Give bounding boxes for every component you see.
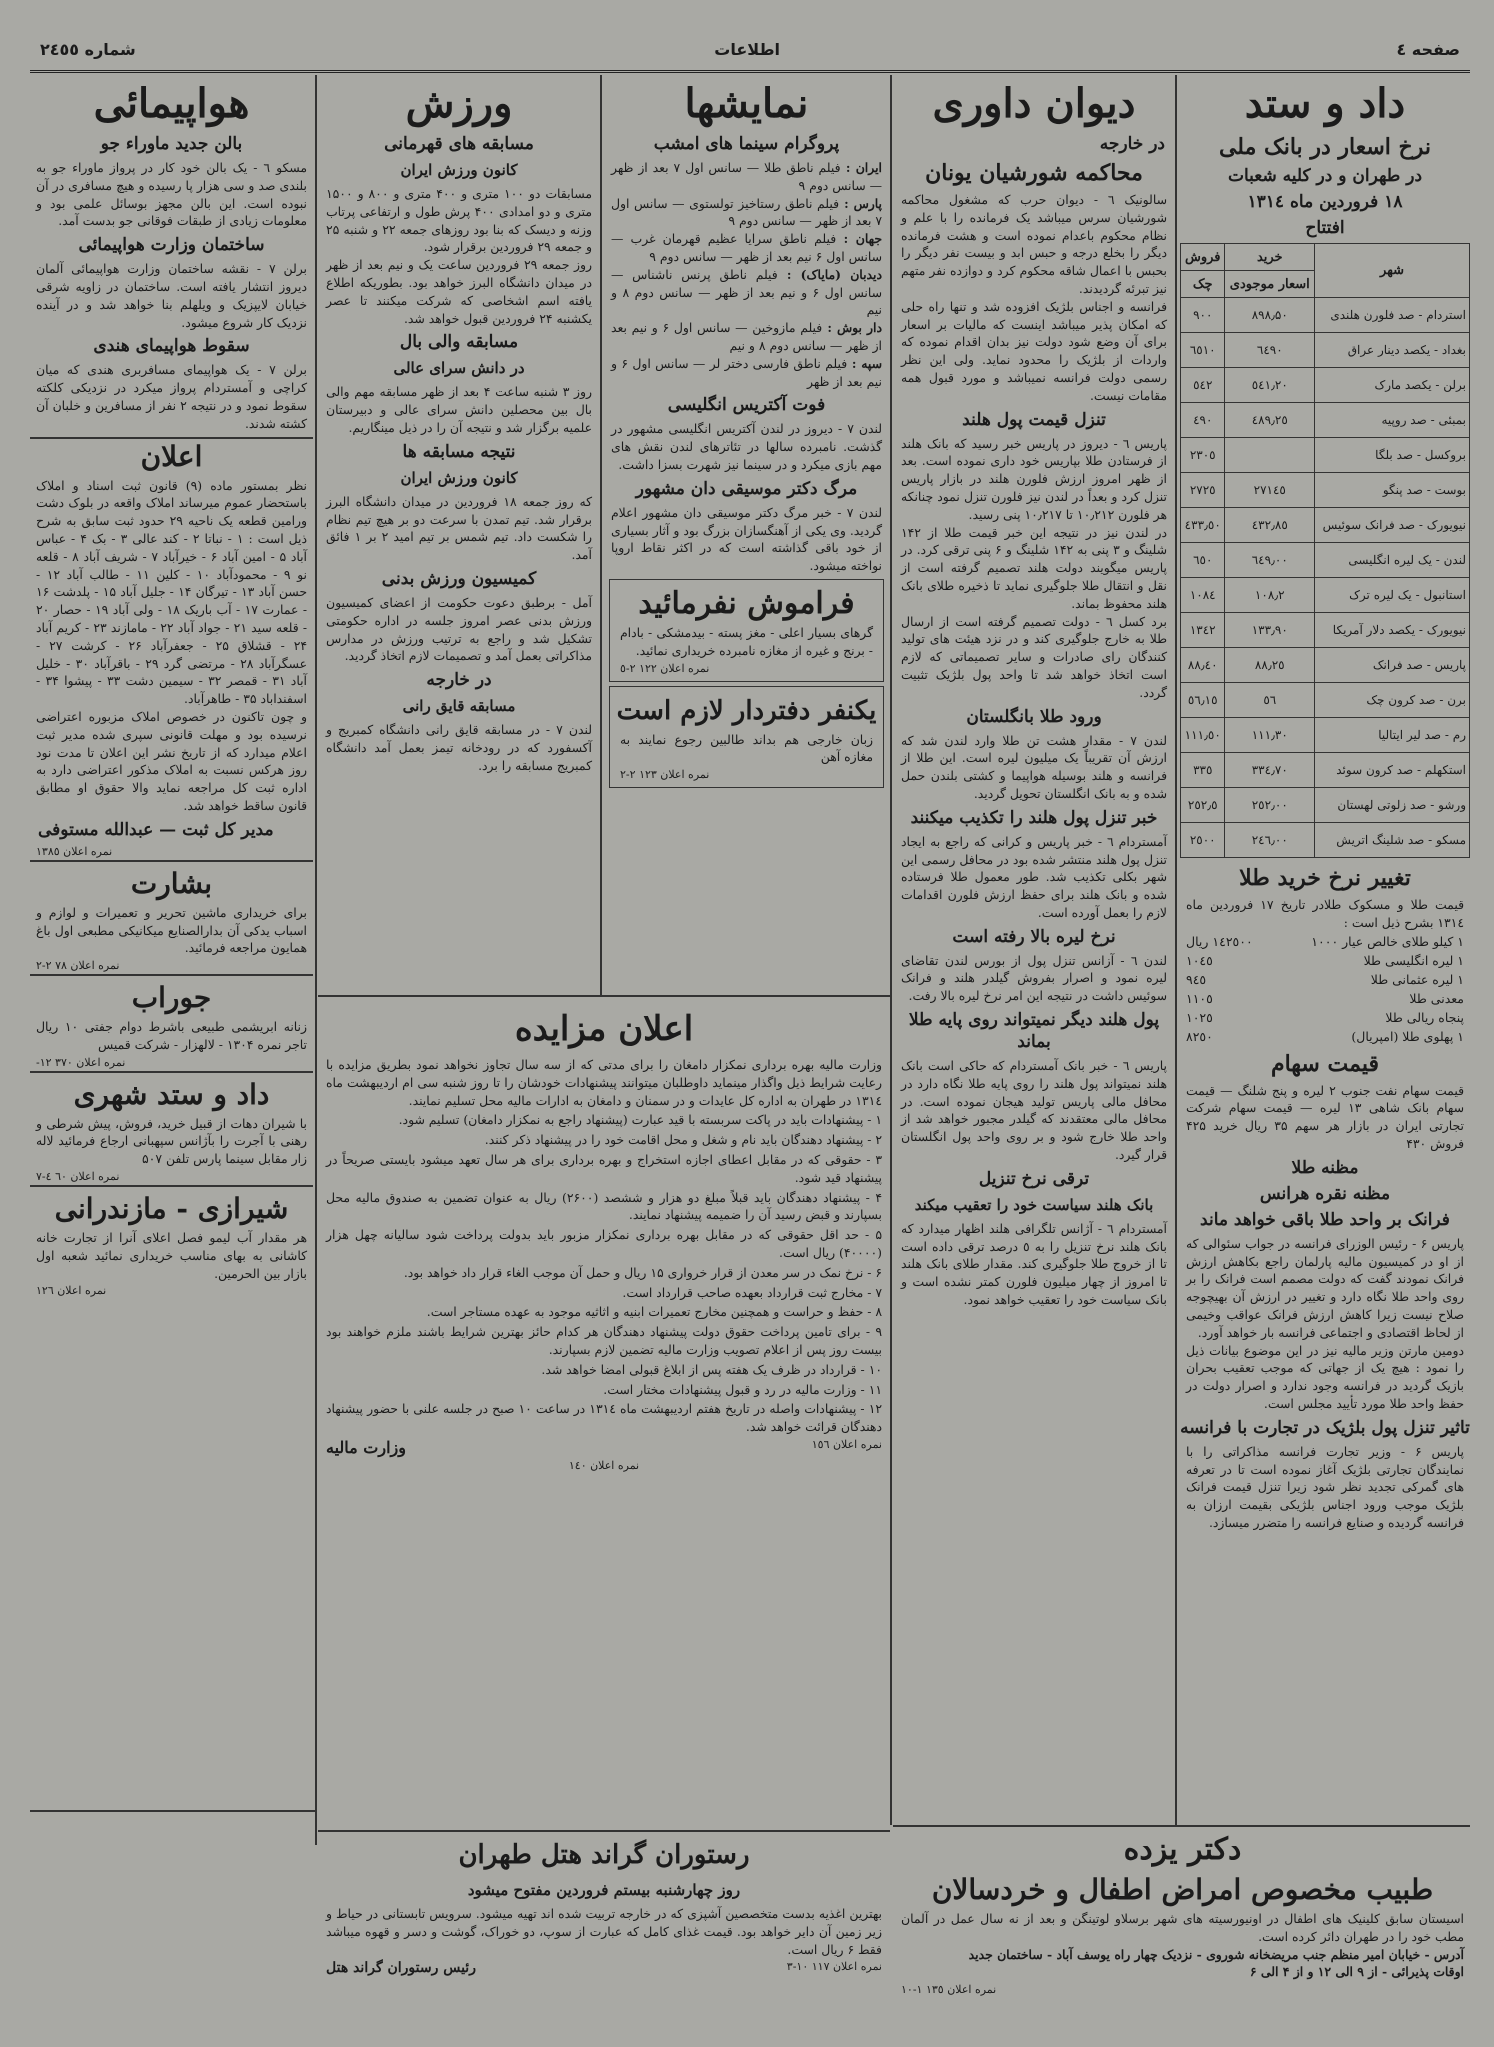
rate-row	[1181, 438, 1470, 473]
cinema-program: فیلم ناطق فارسی دختر لر — سانس اول ۶ و نیم بعد از ظهر	[611, 355, 882, 389]
th-buy: خرید	[1225, 244, 1315, 271]
ad-title: فراموش نفرمائید	[638, 585, 855, 621]
rate-row	[1181, 368, 1470, 403]
th-city: شهر	[1315, 244, 1470, 298]
abroad-heading: در خارجه	[426, 670, 492, 691]
ad-title: جوراب	[131, 981, 212, 1015]
auction-footer	[326, 1438, 882, 1457]
section-title: دیوان داوری	[932, 80, 1136, 127]
gold-row	[1186, 1008, 1464, 1027]
franc-text-2: دومین مارتن وزیر مالیه نیز در این موضوع بیانات ذیل را نمود : هیچ یک از جهاتی که موجب تعقیب بحران بازیک گردید در فرانسه وجود ندارد و اصرار دولت در حفظ واحد طلا مورد تأیید مجلس است.	[1186, 1342, 1464, 1411]
cinema-program: فیلم مازوخین — سانس اول ۶ و نیم بعد از ظهر — سانس دوم ۸ و نیم	[611, 320, 882, 353]
rate-city: پاریس - صد فرانک	[1315, 648, 1470, 683]
results-text: که روز جمعه ۱۸ فروردین در میدان دانشگاه البرز برقرار شد. تیم تمدن با سرعت دو بر هیچ تیم نظام را شکست داد. تیم شمس بر تیم امید ۲ بر ۱ فائق آمد.	[326, 493, 592, 563]
rate-city: نیویورک - یکصد دلار آمریکا	[1315, 613, 1470, 648]
results-heading: نتیجه مسابقه ها	[402, 441, 516, 462]
gold-rows	[1186, 932, 1464, 1046]
crash-text: برلن ۷ - یک هواپیمای مسافربری هندی که میان کراچی و آمستردام پرواز میکرد در نزدیکی کلکته سقوط نمود و در نتیجه ۲ نفر از مسافرین و خلبان آن کشته شدند.	[36, 362, 307, 431]
doctor-title: دکتر یزده	[1123, 1832, 1242, 1867]
doctor-hours: اوقات پذیرائی - از ۹ الی ۱۲ و از ۴ الی ۶	[1249, 1964, 1464, 1980]
discount-text: آمستردام ٦ - آژانس تلگرافی هلند اظهار میدارد که بانک هلند نرخ تنزیل را به ٥ درصد ترقی داده است تا از خروج طلا جلوگیری کند. مقدار طلای بانک هلند تا امروز از چهار میلیون فلورن کمتر نشده است و بانک سیاست خود را تعقیب خواهد نمود.	[901, 1220, 1167, 1308]
section-title: داد و ستد	[1244, 80, 1406, 127]
rate-buy: ٤٨٩٫٢٥	[1225, 403, 1315, 438]
newspaper-page	[30, 30, 1470, 2028]
ad-text: گرهای بسیار اعلی - مغز پسته - بیدمشکی - بادام - برنج و غیره از مغازه نامبرده خریداری نمائید.	[620, 624, 873, 658]
rate-city: استانبول - یک لیره ترک	[1315, 578, 1470, 613]
rate-sell: ٣٣٥	[1181, 753, 1225, 788]
rate-city: مسکو - صد شلینگ اتریش	[1315, 823, 1470, 858]
doctor-text: اسیستان سابق کلینیک های اطفال در اونیورسیته های شهر برسلاو لوتینگن و بعد از نه سال عمل در آلمان مطب خود را در طهران دائر کرده است.	[901, 1911, 1464, 1944]
page-number: صفحه ٤	[1396, 40, 1460, 59]
doctor-number: نمره اعلان ١٣٥ ١-١٠	[901, 1983, 997, 1997]
actor-heading: فوت آکتریس انگلیسی	[667, 395, 826, 416]
pound-text: لندن ٦ - آزانس تنزل پول از بورس لندن تقاضای لیره نمود و اصرار بفروش گیلدر هلند و فرانک سوئیس داشت در نتیجه این امر نرخ لیره بالا رفت.	[901, 952, 1167, 1004]
cinema-entry	[611, 355, 882, 391]
ad-shirazi	[30, 1185, 313, 1297]
auction-items	[326, 1111, 882, 1436]
gold-row	[1186, 932, 1464, 951]
auction-item: ۱۱ - وزارت مالیه در رد و قبول پیشنهادات مختار است.	[603, 1381, 882, 1397]
ad-number: نمره اعلان ١٢٦	[36, 1284, 107, 1298]
paper-name: اطلاعات	[714, 40, 780, 59]
actor-text: لندن ۷ - دیروز در لندن آکتریس انگلیسی مشهور در گذشت. نامبرده سالها در تئاترهای لندن نقش های مهم بازی میکرد و در سینما نیز شهرت بسزا داشت.	[611, 421, 882, 472]
rate-row	[1181, 298, 1470, 333]
rate-row	[1181, 788, 1470, 823]
ad-text: برای خریداری ماشین تحریر و تعمیرات و لوازم و اسباب یدکی آن بدارالصنایع میکانیکی مطبعی اول باغ همایون مراجعه فرمائید.	[36, 904, 307, 956]
cinema-program: فیلم ناطق پرنس ناشناس — سانس اول ۶ و نیم بعد از ظهر — سانس دوم ۸ و نیم	[611, 266, 882, 318]
volleyball-sub: در دانش سرای عالی	[393, 359, 525, 378]
auction-notice	[320, 1000, 888, 1825]
rate-city: لندن - یک لیره انگلیسی	[1315, 543, 1470, 578]
ad-title: بشارت	[130, 866, 213, 900]
ad-text: با شیران دهات از قبیل خرید، فروش، پیش شرطی و رهنی با آجرت را بآژانس سپهبانی ارجاع فرمائید لاله زار مقابل سینما پارس تلفن ۵۰۷	[36, 1115, 307, 1167]
ministry-heading: ساختمان وزارت هواپیمائی	[78, 235, 265, 256]
ad-title: یکنفر دفتردار لازم است	[616, 695, 877, 726]
cinema-entry	[611, 230, 882, 266]
gold-item: ۱ کیلو طلای خالص عیار ۱۰۰۰	[1311, 933, 1464, 949]
rate-row	[1181, 403, 1470, 438]
ad-doctor	[895, 1830, 1470, 2025]
volleyball-heading: مسابقه والی بال	[399, 332, 519, 353]
rate-sell: ٢٥٢٫٥	[1181, 788, 1225, 823]
th-check: چک	[1181, 271, 1225, 298]
rate-buy: ۸۹۸٫۵۰	[1225, 298, 1315, 333]
ad-text: هر مقدار آب لیمو فصل اعلای آنرا از تجارت خانه کاشانی به بهای مناسب خریداری نمائید شعبه اول بازار بین الحرمین.	[36, 1230, 307, 1281]
volleyball-text: روز ۳ شنبه ساعت ۴ بعد از ظهر مسابقه مهم والی بال بین محصلین دانش سرای عالی و دبیرستان علمیه برگزار شد و نتیجه آن را در ذیل مینگاریم.	[326, 384, 592, 435]
rate-row	[1181, 473, 1470, 508]
auction-item: ۳ - حقوقی که در مقابل اعطای اجازه استخراج و بهره برداری برای هر سال تعهد میشود بایستی صریحاً در پیشنهاد قید شود.	[326, 1151, 882, 1185]
rate-sell: ٥٦٫١٥	[1181, 683, 1225, 718]
rate-row	[1181, 333, 1470, 368]
musician-heading: مرگ دکتر موسیقی دان مشهور	[635, 478, 858, 499]
section-title: نمایشها	[684, 80, 809, 127]
rate-sell: ٢٧٢٥	[1181, 473, 1225, 508]
ad-restaurant	[320, 1835, 888, 2025]
restaurant-footer	[326, 1960, 882, 1976]
ad-stockings	[30, 974, 313, 1069]
gold-price: ٩٤٥	[1186, 971, 1207, 987]
announcement-sign: مدیر کل ثبت — عبدالله مستوفی	[38, 819, 274, 840]
abroad-tag: در خارجه	[1099, 134, 1165, 154]
rate-buy: ٤٣٢٫٨٥	[1225, 508, 1315, 543]
rowing-text: لندن ۷ - در مسابقه قایق رانی دانشگاه کمبریج و آکسفورد که در رودخانه تیمز بعمل آمد دانشگاه کمبریج مسابقه را برد.	[326, 722, 592, 773]
announcement-text: نظر بمستور ماده (۹) قانون ثبت اسناد و املاک باستحضار عموم میرساند املاک واقعه در بلوک دشت ورامین قطعه یک ناحیه ۲۹ حدود ثبت سابق به شرح ذیل است : ۱ - نباتا ۲ - کند عالی ۳ - بک ۴ - عباس آباد ۵ - امین آباد ۶ - خیرآباد ۷ - شریف آباد ۸ - قلعه نو ۹ - محمودآباد ۱۰ - کلین ۱۱ - طالب آباد ۱۲ - حسن آباد ۱۳ - تیرگان ۱۴ - جلیل آباد ۱۵ - پلدشت ۱۶ - عمارت ۱۷ - آب باریک ۱۸ - ولی آباد ۱۹ - حصار ۲۰ - قلعه سید ۲۱ - جواد آباد ۲۲ - مامازند ۲۳ - کریم آباد ۲۴ - قشلاق ۲۵ - جعفرآباد ۲۶ - کرشت ۲۷ - عسگرآباد ۲۸ - مرتضی گرد ۲۹ - باقرآباد ۳۰ - خلیل آباد ۳۱ - قمصر ۳۲ - سیمین دشت ۳۳ - پیشوا ۳۴ - اسفنداباد ۳۵ - طاهرآباد.	[36, 477, 308, 707]
th-sell: فروش	[1181, 244, 1225, 271]
rate-sell: ٦٥١٠	[1181, 333, 1225, 368]
restaurant-sign: رئیس رستوران گراند هتل	[326, 1960, 476, 1977]
musician-text: لندن ۷ - خبر مرگ دکتر موسیقی دان مشهور اعلام گردید. وی یکی از آهنگسازان بزرگ بود و آثار بسیاری از خود باقی گذاشته است که در اکثر نقاط اروپا نواخته میشود.	[611, 504, 882, 574]
rate-buy: ٢٤٦٫٠٠	[1225, 823, 1315, 858]
sport-heading: مسابقه های قهرمانی	[384, 134, 534, 154]
auction-item: ۸ - حفظ و حراست و همچنین مخارج تعمیرات ابنیه و اثاثیه موجود به عهده مستاجر است.	[426, 1304, 882, 1320]
rates-open: افتتاح	[1305, 218, 1345, 238]
rate-buy: ٢٥٢٫٠٠	[1225, 788, 1315, 823]
rate-city: استکهلم - صد کرون سوئد	[1315, 753, 1470, 788]
rate-buy: ٦٤۹۰	[1225, 333, 1315, 368]
announcement-text-2: و چون تاکنون در خصوص املاک مزبوره اعتراضی نرسیده بود و مهلت قانونی سپری شده مدیر ثبت اعلام میدارد که از تاریخ نشر این اعلان تا مدت نود روز هرکس نسبت به املاک مذکور اعتراضی دارد به اداره ثبت کل مراجعه نماید والا حقوق او مطابق قانون ساقط خواهد شد.	[36, 708, 307, 813]
crash-heading: سقوط هواپیمای هندی	[93, 336, 250, 357]
rate-buy: ٢٧١٤٥	[1225, 473, 1315, 508]
ad-title: داد و ستد شهری	[73, 1077, 270, 1111]
rate-sell: ٤٣٣٫٥٠	[1181, 508, 1225, 543]
ad-text: زنانه ابریشمی طبیعی باشرط دوام جفتی ۱۰ ریال تاجر نمره ۱۳۰۴ - لالهزار - شرکت قمیس	[36, 1019, 307, 1052]
denial-text: آمستردام ٦ - خبر پاریس و کرانی که راجع به ایجاد تنزل پول هلند منتشر شده بود در محافل رسمی این شهر بکلی تکذیب شد. طور معمول طلا فرستاده شده و بانک هلند برای حفظ ارزش فلورن اقدامات لازم را بعمل آورده است.	[901, 833, 1167, 920]
auction-item: ۴ - پیشنهاد دهندگان باید قبلاً مبلغ دو هزار و ششصد (۲۶۰۰) ریال به عنوان تضمین به صندوق مالیه محل بسپارند و قبض رسید آن را ضمیمه پیشنهاد نمایند.	[326, 1189, 883, 1223]
discount-heading: ترقی نرخ تنزیل	[978, 1168, 1090, 1189]
gold-price: ١٠٤٥	[1186, 952, 1213, 968]
balloon-heading: بالن جدید ماوراء جو	[100, 134, 243, 154]
gold-row	[1186, 951, 1464, 970]
rates-date: ۱۸ فروردین ماه ۱۳۱٤	[1247, 192, 1403, 212]
rate-city: بمبئی - صد روپیه	[1315, 403, 1470, 438]
section-title: ورزش	[405, 80, 513, 127]
ad-accountant	[609, 686, 884, 789]
restaurant-sub: روز چهارشنبه بیستم فروردین مفتوح میشود	[467, 1881, 741, 1899]
rate-city: ورشو - صد زلوتی لهستان	[1315, 788, 1470, 823]
doctor-sub: طبیب مخصوص امراض اطفال و خردسالان	[931, 1873, 1434, 1906]
cinema-program: فیلم ناطق طلا — سانس اول ۷ بعد از ظهر — سانس دوم ۹	[611, 160, 882, 193]
rate-row	[1181, 718, 1470, 753]
ad-number: نمره اعلان ٦٠ ٤-٧	[36, 1170, 120, 1184]
dutch-text-3: برد کسل ٦ - دولت تصمیم گرفته است از ارسال طلا به خارج جلوگیری کند و در نزد هیئت های تولید کنندگان رای صادرات و سایر تصمیماتی که لازم است اتخاذ خواهد شد تا واحد پول بلژیک تثبیت گردد.	[901, 613, 1167, 700]
rate-buy: ١١١٫٣٠	[1225, 718, 1315, 753]
dutch-heading: تنزل قیمت پول هلند	[962, 409, 1106, 430]
article-text-2: فرانسه و اجناس بلژیک افزوده شد و تنها راه حلی که امکان پذیر میباشد اینست که مالیات بر اسعار برای آن وضع شود دولت نیز بدان اقدام نموده که واردات از بلژیک را محدود نماید. ولی این نظر رسمی دولت فرانسه نمیباشد و مورد قبول همه مقامات نیست.	[901, 298, 1167, 403]
announcement-title: اعلان	[30, 437, 313, 475]
sport-text-2: روز جمعه ۲۹ فروردین ساعت یک و نیم بعد از ظهر در میدان دانشگاه البرز خواهد بود. بطوریکه اطلاع یافته اسم اشخاصی که شرکت میکنند تا عصر یکشنبه ۲۴ فروردین قبول خواهد شد.	[326, 257, 592, 326]
gold-price: ٨٢٥٠	[1186, 1028, 1213, 1044]
shares-heading: قیمت سهام	[1270, 1050, 1380, 1077]
franc-heading: فرانک بر واحد طلا باقی خواهد ماند	[1200, 1209, 1450, 1230]
ad-number: نمره اعلان ١٢٢ ٢-٥	[620, 661, 710, 675]
belgium-text: پاریس ۶ - وزیر تجارت فرانسه مذاکراتی را با نمایندگان تجارتی بلژیک آغاز نموده است تا در تعرفه های گمرکی تجدید نظر شود زیرا تنزل قیمت فرانک بلژیک موجب ورود اجناس بلژیکی بقیمت ارزان به فرانسه گردیده و صنایع فرانسه را متضرر میسازد.	[1186, 1443, 1464, 1530]
ad-number: نمره اعلان ١٢٣ ٢-٢	[620, 768, 710, 782]
cinema-list	[605, 159, 888, 390]
rates-heading: نرخ اسعار در بانک ملی	[1218, 134, 1432, 160]
restaurant-title: رستوران گراند هتل طهران	[458, 1840, 750, 1870]
rate-sell: ٨٨٫٤٠	[1181, 648, 1225, 683]
ad-number: نمره اعلان ٣٧٠ ١٢-	[36, 1055, 126, 1069]
cinema-name: جهان :	[836, 231, 882, 247]
rates-sub: در طهران و در کلیه شعبات	[1227, 166, 1423, 186]
silver-quote: مظنه نقره هرانس	[1259, 1183, 1391, 1204]
ad-city-trade	[30, 1071, 313, 1183]
rate-sell: ٢٥٠٠	[1181, 823, 1225, 858]
rate-city: بغداد - یکصد دینار عراق	[1315, 333, 1470, 368]
rate-city: برن - صد کرون چک	[1315, 683, 1470, 718]
cinema-entry	[611, 319, 882, 355]
rate-row	[1181, 683, 1470, 718]
gold-heading: تغییر نرخ خرید طلا	[1239, 865, 1411, 891]
cinema-name: دار بوش :	[822, 320, 882, 336]
gold-item: ۱ لیره انگلیسی طلا	[1363, 952, 1464, 968]
auction-item: ۱ - پیشنهادات باید در پاکت سربسته با قید عبارت (پیشنهاد راجع به نمکزار دامغان) تسلیم شود.	[398, 1112, 882, 1128]
rate-row	[1181, 753, 1470, 788]
gold-quote: مظنه طلا	[1291, 1157, 1359, 1178]
column-shows	[605, 75, 888, 990]
belgium-heading: تاثیر تنزل پول بلژیک در تجارت با فرانسه	[1180, 1417, 1470, 1438]
cinema-entry	[611, 266, 882, 319]
pound-heading: نرخ لیره بالا رفته است	[952, 926, 1116, 947]
ministry-text: برلن ۷ - نقشه ساختمان وزارت هواپیمائی آلمان دیروز انتشار یافته است. ساختمان در زاویه شرقی خیابان لایپزیک و ویلهلم بنا خواهد شد و در آینده نزدیک کار شروع میشود.	[36, 261, 307, 330]
gold-england-heading: ورود طلا بانگلستان	[966, 706, 1102, 727]
rate-sell: ٥٤٢	[1181, 368, 1225, 403]
program-heading: پروگرام سینما های امشب	[653, 134, 840, 154]
rate-sell: ۹۰۰	[1181, 298, 1225, 333]
rate-city: استردام - صد فلورن هلندی	[1315, 298, 1470, 333]
gold-england-text: لندن ۷ - مقدار هشت تن طلا وارد لندن شد که ارزش آن تقریباً یک میلیون لیره است. این طلا از فرانسه و هلند بوسیله هواپیما و کشتی بلندن حمل شده و به بانک انگلستان تحویل گردید.	[901, 732, 1167, 801]
gold-item: ۱ پهلوی طلا (امپریال)	[1351, 1028, 1464, 1044]
rate-sell: ٤٩٠	[1181, 403, 1225, 438]
exchange-rates-table	[1180, 243, 1470, 858]
auction-item: ۲ - پیشنهاد دهندگان باید نام و شغل و محل اقامت خود را در پیشنهاد ذکر کنند.	[484, 1132, 882, 1148]
dutch-text: پاریس ٦ - دیروز در پاریس خبر رسید که بانک هلند از فرستادن طلا بپاریس خود داری نموده است. بعد از ظهر امروز ارزش فلورن هلند در بازار پاریس تنزل کرد و بعداً در لندن نیز فلورن تنزل نمود چنانکه هر فلورن ۱۰٫۲۱۲ تا ۱۰٫۲۱۷ پنی رسید.	[901, 435, 1167, 522]
rate-city: نیویورک - صد فرانک سوئیس	[1315, 508, 1470, 543]
ad-title: شیرازی - مازندرانی	[54, 1192, 289, 1226]
rate-sell: ١٠٨٤	[1181, 578, 1225, 613]
results-sub: کانون ورزش ایران	[400, 468, 518, 487]
rate-city: رم - صد لیر ایتالیا	[1315, 718, 1470, 753]
auction-item: ۱۲ - پیشنهادات واصله در تاریخ هفتم اردیبهشت ماه ۱۳۱٤ در ساعت ۱۰ صبح در جلسه علنی با حضور پیشنهاد دهندگان قرائت خواهد شد.	[326, 1401, 882, 1435]
rate-sell: ٢٣٠٥	[1181, 438, 1225, 473]
auction-item: ۷ - مخارج ثبت قرارداد بعهده صاحب قرارداد است.	[622, 1284, 882, 1300]
auction-item: ۱۰ - قرارداد در ظرف یک هفته پس از ابلاغ قبولی امضا خواهد شد.	[541, 1361, 882, 1377]
rate-row	[1181, 823, 1470, 858]
rate-row	[1181, 508, 1470, 543]
column-trade	[1180, 75, 1470, 1815]
rate-buy: ٥٤١٫٢٠	[1225, 368, 1315, 403]
gold-row	[1186, 989, 1464, 1008]
column-court	[895, 75, 1173, 1820]
rate-buy: ٦٤٩٫٠٠	[1225, 543, 1315, 578]
article-heading: محاکمه شورشیان یونان	[925, 160, 1143, 186]
ad-text: زبان خارجی هم بداند طالبین رجوع نمایند به مغازه آهن	[620, 731, 873, 765]
rate-sell: ١١١٫٥٠	[1181, 718, 1225, 753]
gold-row	[1186, 1027, 1464, 1046]
column-aviation	[30, 75, 313, 1805]
article-text: سالونیک ٦ - دیوان حرب که مشغول محاکمه شورشیان سرس میباشد یک فرمانده را با علم و نظام محکوم باعدام نموده است و هشت فرمانده دیگر را بخلع درجه و حبس ابد و بیست نفر دیگر را بحبس با اعمال شاقه محکوم کرد و دوازده نفر متهم نیز تبرئه گردیدند.	[901, 192, 1167, 296]
sport-text: مسابقات دو ۱۰۰ متری و ۴۰۰ متری و ۸۰۰ و ۱۵۰۰ متری و دو امدادی ۴۰۰ پرش طول و ارتفاعی پرتاب وزنه و دیسک که بنا بود روزهای جمعه ۲۲ و شنبه ۲۵ و جمعه ۲۹ فروردین برقرار شود.	[326, 186, 592, 255]
rate-row	[1181, 578, 1470, 613]
rate-buy: ١٣٣٫٩٠	[1225, 613, 1315, 648]
rate-row	[1181, 543, 1470, 578]
section-title: هواپیمائی	[93, 80, 250, 127]
rate-sell: ٦٥٠	[1181, 543, 1225, 578]
restaurant-text: بهترین اغذیه بدست متخصصین آشپزی که در خارجه تربیت شده اند تهیه میشود. سرویس تابستانی در حیاط و زیر زمین آن دایر خواهد بود. قیمت غذای کامل که عبارت از سوپ، دو خوراک، گوشت و دسر و قهوه میباشد فقط ۶ ریال است.	[326, 1906, 882, 1957]
announcement-number: نمره اعلان ١٣٨٥	[36, 844, 113, 858]
auction-item: ۵ - حد اقل حقوقی که در مقابل بهره برداری نمکزار مزبور باید بدولت پرداخت شود سالیانه چهل هزار (۴۰۰۰۰) ریال است.	[326, 1227, 882, 1260]
gold-row	[1186, 970, 1464, 989]
gold-item: ۱ لیره عثمانی طلا	[1370, 971, 1464, 987]
gulden-text: پاریس ٦ - خبر بانک آمستردام که حاکی است بانک هلند نمیتواند پول هلند را روی پایه طلا نگاه دارد در محافل مالی پاریس تولید هیجان نموده است. در محافل مالی معتقدند که گیلدر مجبور خواهد شد از واحد طلا خارج شود و بر روی واحد پول انگلستان قرار گیرد.	[901, 1058, 1167, 1163]
gold-price: ١٤٢٥٠٠ ریال	[1186, 933, 1253, 949]
rate-buy	[1225, 438, 1315, 473]
denial-heading: خبر تنزل پول هلند را تکذیب میکنند	[910, 807, 1158, 828]
gulden-heading: پول هلند دیگر نمیتواند روی پایه طلا بماند	[908, 1010, 1160, 1053]
rate-sell: ١٣٤٢	[1181, 613, 1225, 648]
doctor-address: آدرس - خیابان امیر منظم جنب مریضخانه شوروی - نزدیک چهار راه یوسف آباد - ساختمان جدید	[968, 1946, 1464, 1962]
rate-city: بوست - صد پنگو	[1315, 473, 1470, 508]
dutch-text-2: در لندن نیز در نتیجه این خبر قیمت طلا از ۱۴۲ شلینگ و ۳ پنی به ۱۴۲ شلینگ و ۶ پنی ترقی کرد. در پاریس میگویند دولت هلند تصمیم گرفته است از نقل و انتقال طلا جلوگیری نماید تا ذخیره طلای بانک هلند محفوظ بماند.	[901, 524, 1167, 611]
rate-city: بروکسل - صد بلگا	[1315, 438, 1470, 473]
ad-glad-tidings	[30, 860, 313, 972]
auction-item: ۶ - نرخ نمک در سر معدن از قرار خرواری ۱۵ ریال و حمل آن موجب الغاء قرار داد خواهد بود.	[403, 1264, 882, 1280]
rowing-heading: مسابقه قایق رانی	[402, 697, 516, 716]
gold-intro: قیمت طلا و مسکوک طلادر تاریخ ۱۷ فروردین ماه ۱۳۱٤ بشرح ذیل است :	[1186, 897, 1464, 930]
cinema-name: ایران :	[840, 160, 882, 175]
cinema-program: فیلم ناطق سرایا عظیم قهرمان غرب — سانس اول ۶ نیم بعد از ظهر — سانس دوم ۹	[611, 231, 882, 264]
rate-buy: ٣٣٤٫٧٠	[1225, 753, 1315, 788]
rate-row	[1181, 648, 1470, 683]
franc-text: پاریس ۶ - رئیس الوزرای فرانسه در جواب سئوالی که از او در کمیسیون مالیه پارلمان راجع بکاهش ارزش فرانک نمودند گفت که دولت مصمم است فرانک را بر روی واحد طلا نگاه دارد و تغییر در ارزش آن بهیچوجه صلاح نیست زیرا کاهش ارزش فرانک عواقب وخیمی از لحاظ اقتصادی و اجتماعی فرانسه بار خواهد آورد.	[1186, 1235, 1464, 1340]
rate-buy: ٥٦	[1225, 683, 1315, 718]
ad-dont-forget	[609, 579, 884, 682]
th-cash: اسعار موجودی	[1225, 271, 1315, 298]
cinema-name: سپه :	[847, 355, 882, 371]
rate-buy: ٨٨٫٢٥	[1225, 648, 1315, 683]
cinema-name: دیدبان (مایاک) :	[777, 266, 882, 282]
gold-item: معدنی طلا	[1409, 990, 1464, 1006]
auction-title: اعلان مزایده	[514, 1009, 694, 1049]
discount-sub: بانک هلند سیاست خود را تعقیب میکند	[914, 1195, 1154, 1214]
gold-item: پنجاه ریالی طلا	[1385, 1009, 1464, 1025]
cinema-entry	[611, 195, 882, 231]
issue-number: شماره ٢٤٥٥	[40, 40, 136, 59]
auction-sign: وزارت مالیه	[326, 1437, 406, 1457]
gold-price: ١١٠٥	[1186, 990, 1213, 1006]
auction-number: نمره اعلان ١٥٦	[811, 1437, 882, 1451]
rate-row	[1181, 613, 1470, 648]
gold-price: ١٠٢٥	[1186, 1009, 1213, 1025]
sport-subheading: کانون ورزش ایران	[400, 161, 518, 179]
ad-number: نمره اعلان ٧٨ ٢-٢	[36, 959, 120, 973]
column-sports	[320, 75, 598, 990]
restaurant-number: نمره اعلان ١١٧ ١٠-٣	[786, 1960, 882, 1974]
cinema-name: پارس :	[839, 195, 882, 211]
cinema-entry	[611, 159, 882, 195]
auction-item: ۹ - برای تامین پرداخت حقوق دولت پیشنهاد دهندگان هر کدام حائز بهترین شرایط باشند ملزم خواهند بود بیست روز پس از اعلام تصویب وزارت مالیه تضمین لازم بسپارند.	[326, 1324, 882, 1357]
page-header	[30, 30, 1470, 73]
balloon-text: مسکو ٦ - یک بالن خود کار در پرواز ماوراء جو به بلندی صد و سی هزار پا رسیده و هیچ مسافری در آن نبوده است. این بالن مجهز بوسائل علمی بود و معلومات زیادی از طبقات فوقانی جو بدست آمد.	[36, 160, 307, 229]
rate-city: برلن - یکصد مارک	[1315, 368, 1470, 403]
cinema-program: فیلم ناطق رستاخیز تولستوی — سانس اول ۷ بعد از ظهر — سانس دوم ۹	[611, 195, 882, 229]
commission-heading: کمیسیون ورزش بدنی	[381, 568, 537, 589]
auction-number-2: نمره اعلان ١٤٠	[568, 1458, 640, 1472]
commission-text: آمل - برطبق دعوت حکومت از اعضای کمیسیون ورزش بدنی عصر امروز جلسه در اداره حکومتی تشکیل شد و راجع به ترتیب ورزش در مدارس مذاکراتی بعمل آمد و تصمیمات لازم اتخاذ گردید.	[326, 594, 592, 664]
auction-intro: وزارت مالیه بهره برداری نمکزار دامغان را برای مدتی که از سه سال تجاوز نخواهد نمود بطریق مزایده با رعایت شرایط ذیل واگذار مینماید داوطلبان میتوانند پیشنهادات خودشان را تا روز شنبه سی ام اردیبهشت ماه ۱۳۱٤ در طهران به اداره کل عایدات و در سمنان و دامغان به ادارات مالیه محل تسلیم نمایند.	[326, 1057, 882, 1108]
shares-text: قیمت سهام نفت جنوب ۲ لیره و پنج شلنگ — قیمت سهام بانک شاهی ۱۳ لیره — قیمت سهام شرکت تجارتی ایران در بازار هر سهم ۳۵ ریال خرید ۴۲۵ فروش ۴۳۰	[1186, 1082, 1464, 1151]
rate-buy: ١٠٨٫٢	[1225, 578, 1315, 613]
